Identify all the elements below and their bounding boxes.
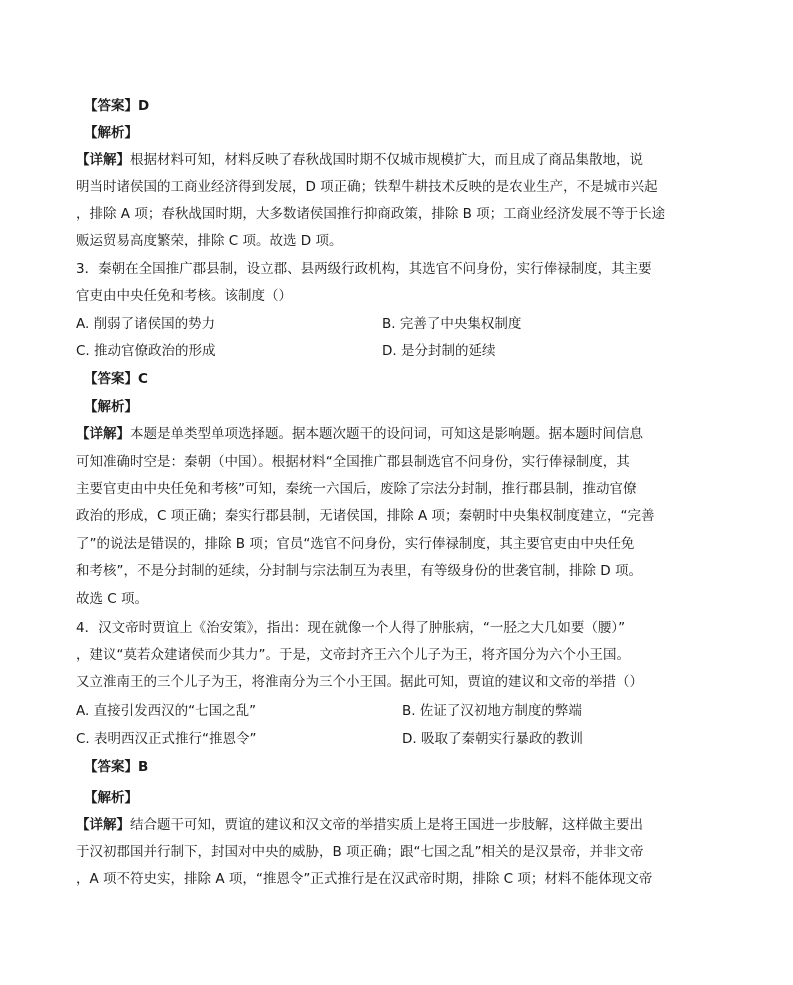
q4-detail-line: 于汉初郡国并行制下，封国对中央的威胁，B 项正确；跟“七国之乱”相关的是汉景帝，并非文帝 <box>76 844 644 860</box>
q3-option-a: A. 削弱了诸侯国的势力 <box>76 316 216 332</box>
q3-analysis-heading: 【解析】 <box>84 399 138 415</box>
q2-detail-line: 贩运贸易高度繁荣，排除 C 项。故选 D 项。 <box>76 233 343 249</box>
q4-option-b: B. 佐证了汉初地方制度的弊端 <box>402 703 582 719</box>
q4-analysis-heading: 【解析】 <box>84 790 138 806</box>
q3-option-d: D. 是分封制的延续 <box>382 343 496 359</box>
q2-detail-line: 【详解】根据材料可知，材料反映了春秋战国时期不仅城市规模扩大，而且成了商品集散地，说 <box>76 152 643 168</box>
q3-detail-line: 了”的说法是错误的，排除 B 项；官员“选官不问身份，实行俸禄制度，其主要官吏由中央任免 <box>76 536 635 552</box>
q3-option-b: B. 完善了中央集权制度 <box>382 316 522 332</box>
q3-stem-line: 官吏由中央任免和考核。该制度（） <box>76 288 292 304</box>
q3-option-c: C. 推动官僚政治的形成 <box>76 343 216 359</box>
q2-answer: 【答案】D <box>84 98 150 114</box>
q3-answer: 【答案】C <box>84 371 148 387</box>
q4-stem-line: 又立淮南王的三个儿子为王，将淮南分为三个小王国。据此可知，贾谊的建议和文帝的举措（） <box>76 674 643 690</box>
q3-detail-line: 【详解】本题是单类型单项选择题。据本题次题干的设问词，可知这是影响题。据本题时间信息 <box>76 426 643 442</box>
q3-detail-line: 政治的形成，C 项正确；秦实行郡县制，无诸侯国，排除 A 项；秦朝时中央集权制度建立，“完善 <box>76 508 655 524</box>
q4-option-a: A. 直接引发西汉的“七国之乱” <box>76 703 257 719</box>
q2-detail-line: 明当时诸侯国的工商业经济得到发展，D 项正确；铁犁牛耕技术反映的是农业生产，不是城市兴起 <box>76 179 658 195</box>
q3-detail-line: 可知准确时空是：秦朝（中国）。根据材料“全国推广郡县制选官不问身份，实行俸禄制度，其 <box>76 454 630 470</box>
q3-detail-line: 和考核”，不是分封制的延续，分封制与宗法制互为表里，有等级身份的世袭官制，排除 D 项。 <box>76 563 642 579</box>
q4-stem-line: 4．汉文帝时贾谊上《治安策》，指出：现在就像一个人得了肿胀病，“一胫之大几如要（腰）” <box>76 620 626 636</box>
q2-detail-line: ，排除 A 项；春秋战国时期，大多数诸侯国推行抑商政策，排除 B 项；工商业经济发展不等于长途 <box>76 206 666 222</box>
q4-stem-line: ，建议“莫若众建诸侯而少其力”。于是，文帝封齐王六个儿子为王，将齐国分为六个小王国。 <box>76 647 630 663</box>
q4-detail-line: ，A 项不符史实，排除 A 项，“推恩令”正式推行是在汉武帝时期，排除 C 项；材料不能体现文帝 <box>76 871 653 887</box>
q2-analysis-heading: 【解析】 <box>84 125 138 141</box>
q4-answer: 【答案】B <box>84 759 149 775</box>
q3-detail-line: 故选 C 项。 <box>76 591 149 607</box>
q3-stem-line: 3．秦朝在全国推广郡县制，设立郡、县两级行政机构，其选官不问身份，实行俸禄制度，其主要 <box>76 261 652 277</box>
q3-detail-line: 主要官吏由中央任免和考核”可知，秦统一六国后，废除了宗法分封制，推行郡县制，推动官僚 <box>76 481 637 497</box>
q4-option-c: C. 表明西汉正式推行“推恩令” <box>76 731 257 747</box>
q4-detail-line: 【详解】结合题干可知，贾谊的建议和汉文帝的举措实质上是将王国进一步肢解，这样做主要出 <box>76 817 643 833</box>
q4-option-d: D. 吸取了秦朝实行暴政的教训 <box>402 731 583 747</box>
